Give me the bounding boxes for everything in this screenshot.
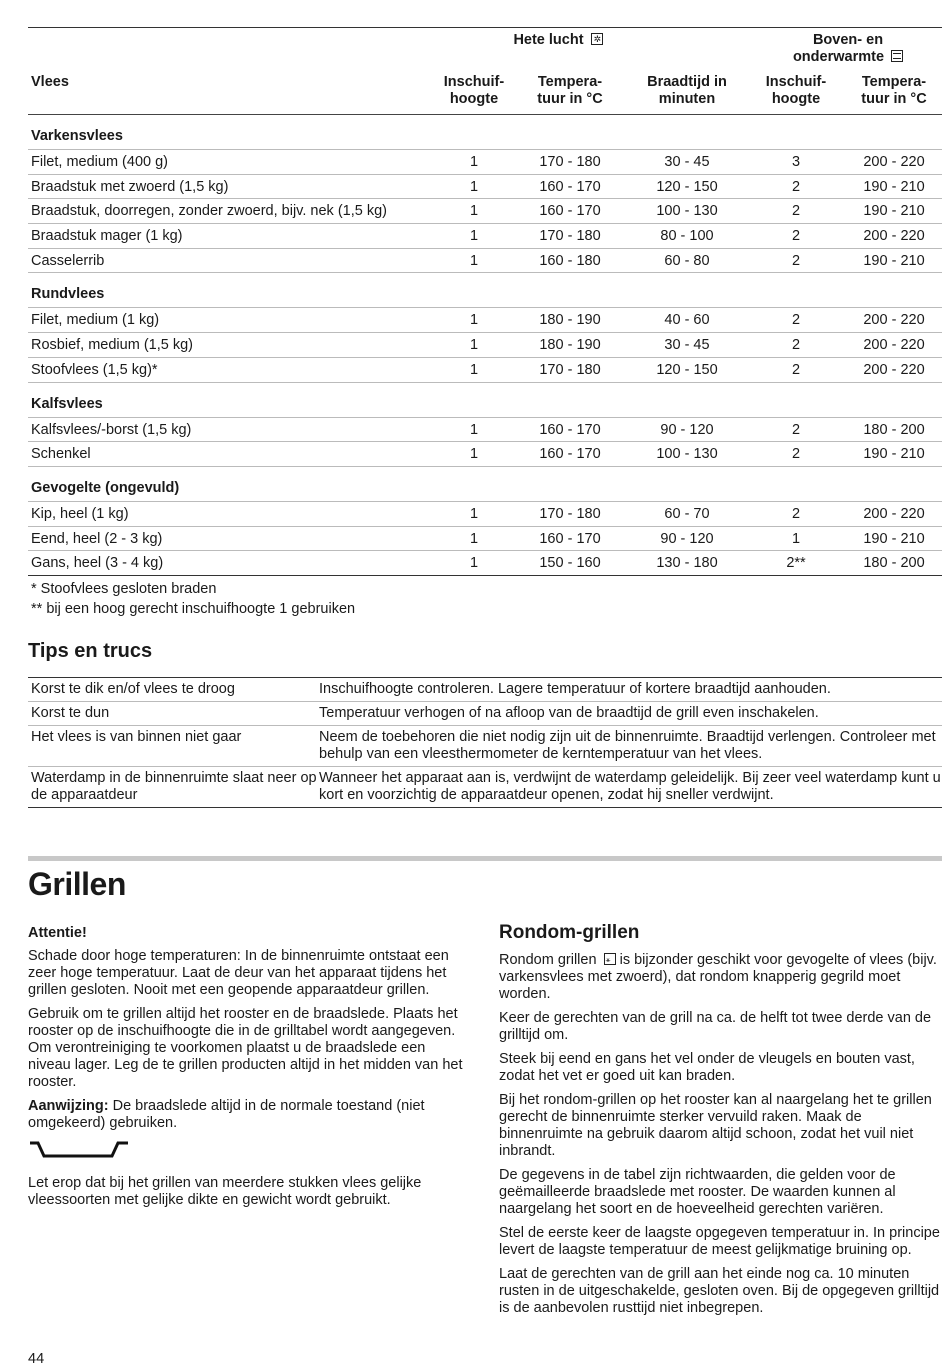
table-cell: 1	[469, 446, 479, 463]
rondom-p1: Rondom grillen ⚹ is bijzonder geschikt voor gevogelte of vlees (bijv. varkensvlees met zwoerd), dat rondom knapperig gegrild moet worden.	[499, 952, 937, 1002]
table-cell: 1	[469, 178, 479, 195]
table-cell: 2**	[786, 555, 806, 572]
grillen-tip: Let erop dat bij het grillen van meerdere stukken vlees gelijke vleessoorten met gelijke dikte en gewicht wordt gebruikt.	[28, 1175, 422, 1208]
section-title: Kalfsvlees	[28, 383, 942, 418]
rondom-column	[499, 922, 942, 1324]
table-cell: Stoofvlees (1,5 kg)*	[31, 361, 158, 378]
table-row	[28, 502, 942, 527]
table-cell: 180 - 200	[863, 421, 925, 438]
group-hot-air: Hete lucht ✲	[513, 32, 602, 48]
tip-row	[28, 726, 942, 767]
rondom-p4: Bij het rondom-grillen op het rooster kan al naargelang het te grillen gerecht de binnenruimte sterker vervuild raken. Maak de binnenruimte na gebruik daarom altijd schoon, zodat het vuil niet inbrandt.	[499, 1092, 932, 1159]
page-number: 44	[28, 1351, 45, 1367]
table-cell: 90 - 120	[660, 421, 714, 438]
table-cell: 80 - 100	[660, 228, 714, 245]
table-body	[28, 115, 942, 576]
table-cell: Gans, heel (3 - 4 kg)	[31, 555, 164, 572]
table-group-header	[28, 28, 942, 68]
table-cell: 200 - 220	[863, 337, 925, 354]
table-cell: 170 - 180	[539, 505, 601, 522]
table-cell: 160 - 170	[539, 203, 601, 220]
table-row	[28, 224, 942, 249]
tip-solution: Neem de toebehoren die niet nodig zijn uit de binnenruimte. Braadtijd verlengen. Controleer met behulp van een vleesthermometer de kerntemperatuur van het vlees.	[319, 729, 936, 762]
note-level: ** bij een hoog gerecht inschuifhoogte 1 gebruiken	[31, 600, 356, 617]
table-cell: 200 - 220	[863, 312, 925, 329]
table-row	[28, 442, 942, 467]
table-cell: Rosbief, medium (1,5 kg)	[31, 337, 193, 354]
rondom-p5: De gegevens in de tabel zijn richtwaarden, die gelden voor de geëmailleerde braadslede met rooster. De waarden kunnen al naargelang het soort en de hoeveelheid gerechten variëren.	[499, 1167, 896, 1217]
tip-problem: Korst te dun	[31, 705, 110, 721]
table-cell: 190 - 210	[863, 530, 925, 547]
table-row	[28, 418, 942, 443]
table-cell: 40 - 60	[664, 312, 710, 329]
tip-solution: Inschuifhoogte controleren. Lagere temperatuur of kortere braadtijd aanhouden.	[319, 681, 831, 697]
table-cell: Filet, medium (1 kg)	[31, 312, 160, 329]
table-cell: 1	[469, 312, 479, 329]
table-cell: Braadstuk met zwoerd (1,5 kg)	[31, 178, 229, 195]
table-cell: 170 - 180	[539, 154, 601, 170]
table-cell: 150 - 160	[539, 555, 601, 572]
table-row	[28, 358, 942, 383]
table-cell: 2	[791, 178, 801, 195]
grillen-instructions: Gebruik om te grillen altijd het rooster en de braadslede. Plaats het rooster op de inschuifhoogte die in de grilltabel wordt aangegeven. Om verontreiniging te voorkomen plaatst u de braadslede een niveau lager. Leg de te grillen producten altijd in het midden van het rooster.	[28, 1006, 463, 1090]
col-meat: Vlees	[31, 74, 69, 90]
table-cell: 1	[469, 421, 479, 438]
table-cell: 100 - 130	[656, 446, 718, 463]
tip-solution: Wanneer het apparaat aan is, verdwijnt de waterdamp geleidelijk. Bij zeer veel waterdamp kunt u kort en voorzichtig de apparaatdeur openen, zodat hij sneller verdwijnt.	[319, 770, 941, 803]
attention-label: Attentie!	[28, 925, 87, 941]
tips-title: Tips en trucs	[28, 640, 153, 662]
table-cell: 190 - 210	[863, 178, 925, 195]
table-cell: 1	[469, 252, 479, 269]
table-cell: 200 - 220	[863, 154, 925, 170]
table-cell: 130 - 180	[656, 555, 718, 572]
table-cell: 160 - 170	[539, 446, 601, 463]
table-cell: 90 - 120	[660, 530, 714, 547]
table-cell: 2	[791, 252, 801, 269]
table-row	[28, 249, 942, 274]
attention-text: Schade door hoge temperaturen: In de binnenruimte ontstaat een zeer hoge temperatuur. Laat de deur van het apparaat tijdens het grillen gesloten. Nooit met een geopende apparaatdeur grillen.	[28, 948, 449, 998]
table-cell: 190 - 210	[863, 252, 925, 269]
table-cell: 2	[791, 505, 801, 522]
section-title: Rundvlees	[28, 273, 942, 308]
table-cell: 1	[469, 228, 479, 245]
table-cell: 30 - 45	[664, 337, 710, 354]
table-cell: 190 - 210	[863, 203, 925, 220]
tip-problem: Waterdamp in de binnenruimte slaat neer op de apparaatdeur	[31, 770, 317, 803]
tip-row	[28, 767, 942, 807]
table-row	[28, 175, 942, 200]
table-cell: 170 - 180	[539, 361, 601, 378]
tip-row	[28, 702, 942, 726]
table-cell: 3	[791, 154, 801, 170]
grillen-left-column	[28, 925, 468, 1216]
baking-tray-icon	[28, 1139, 132, 1161]
rondom-p6: Stel de eerste keer de laagste opgegeven temperatuur in. In principe levert de laagste temperatuur de meest gelijkmatige bruining op.	[499, 1225, 940, 1258]
tip-problem: Korst te dik en/of vlees te droog	[31, 681, 235, 697]
table-row	[28, 308, 942, 333]
table-row	[28, 199, 942, 224]
rondom-p7: Laat de gerechten van de grill aan het einde nog ca. 10 minuten rusten in de uitgeschakelde, gesloten oven. Bij de opgegeven grilltijd is de aanbevolen rusttijd niet inbegrepen.	[499, 1266, 940, 1316]
tip-problem: Het vlees is van binnen niet gaar	[31, 729, 242, 745]
table-cell: 180 - 190	[539, 337, 601, 354]
table-cell: 1	[469, 337, 479, 354]
table-row	[28, 333, 942, 358]
table-cell: 1	[469, 530, 479, 547]
table-cell: 160 - 170	[539, 530, 601, 547]
table-cell: 180 - 200	[863, 555, 925, 572]
table-cell: 1	[469, 203, 479, 220]
table-cell: 2	[791, 228, 801, 245]
grillen-note: Aanwijzing: De braadslede altijd in de normale toestand (niet omgekeerd) gebruiken.	[28, 1098, 425, 1131]
table-row	[28, 551, 942, 576]
table-cell: Schenkel	[31, 446, 91, 463]
section-title: Varkensvlees	[28, 115, 942, 150]
section-title-grillen: Grillen	[28, 866, 126, 902]
table-cell: 1	[469, 505, 479, 522]
table-cell: Filet, medium (400 g)	[31, 154, 168, 170]
table-cell: Kalfsvlees/-borst (1,5 kg)	[31, 421, 192, 438]
roasting-table	[28, 27, 942, 619]
table-cell: 170 - 180	[539, 228, 601, 245]
table-cell: 200 - 220	[863, 505, 925, 522]
table-cell: 60 - 80	[664, 252, 710, 269]
table-cell: 160 - 170	[539, 421, 601, 438]
group-top-bottom-heat: Boven- en onderwarmte	[758, 32, 938, 66]
tip-solution: Temperatuur verhogen of na afloop van de braadtijd de grill even inschakelen.	[319, 705, 819, 721]
table-cell: 200 - 220	[863, 361, 925, 378]
table-cell: 2	[791, 446, 801, 463]
table-cell: 2	[791, 312, 801, 329]
col-temp-top-bottom: Tempera- tuur in °C	[861, 74, 927, 107]
rondom-p3: Steek bij eend en gans het vel onder de vleugels en bouten vast, zodat het vet er goed uit kan braden.	[499, 1051, 915, 1084]
table-row	[28, 527, 942, 552]
table-cell: Kip, heel (1 kg)	[31, 505, 129, 522]
tips-table	[28, 677, 942, 808]
table-notes	[28, 576, 942, 619]
col-roast-time: Braadtijd in minuten	[647, 74, 727, 107]
col-level-top-bottom: Inschuif- hoogte	[765, 74, 827, 107]
table-cell: 2	[791, 361, 801, 378]
table-cell: 2	[791, 337, 801, 354]
col-temp-hot-air: Tempera- tuur in °C	[537, 74, 603, 107]
note-stew: * Stoofvlees gesloten braden	[31, 580, 217, 597]
table-cell: 60 - 70	[664, 505, 710, 522]
table-cell: 1	[469, 361, 479, 378]
table-cell: 120 - 150	[656, 178, 718, 195]
table-cell: Braadstuk mager (1 kg)	[31, 228, 183, 245]
table-cell: 2	[791, 203, 801, 220]
col-level-hot-air: Inschuif- hoogte	[443, 74, 505, 107]
table-cell: 1	[791, 530, 801, 547]
table-row	[28, 150, 942, 175]
rondom-title: Rondom-grillen	[499, 922, 640, 943]
section-divider	[28, 856, 942, 861]
table-cell: 1	[469, 555, 479, 572]
table-cell: 200 - 220	[863, 228, 925, 245]
table-cell: 100 - 130	[656, 203, 718, 220]
table-cell: 120 - 150	[656, 361, 718, 378]
rondom-p2: Keer de gerechten van de grill na ca. de helft tot twee derde van de grilltijd om.	[499, 1010, 932, 1043]
table-cell: 2	[791, 421, 801, 438]
table-cell: 160 - 170	[539, 178, 601, 195]
section-title: Gevogelte (ongevuld)	[28, 467, 942, 502]
table-column-header	[28, 68, 942, 115]
tip-row	[28, 678, 942, 702]
rotisserie-grill-icon: ⚹	[604, 953, 616, 965]
table-cell: Braadstuk, doorregen, zonder zwoerd, bijv. nek (1,5 kg)	[31, 203, 387, 220]
top-bottom-heat-icon	[891, 50, 903, 62]
table-cell: 160 - 180	[539, 252, 601, 269]
table-cell: 180 - 190	[539, 312, 601, 329]
table-cell: 190 - 210	[863, 446, 925, 463]
table-cell: Casselerrib	[31, 252, 105, 269]
table-cell: Eend, heel (2 - 3 kg)	[31, 530, 163, 547]
hot-air-icon: ✲	[591, 33, 603, 45]
table-cell: 30 - 45	[664, 154, 710, 170]
table-cell: 1	[469, 154, 479, 170]
